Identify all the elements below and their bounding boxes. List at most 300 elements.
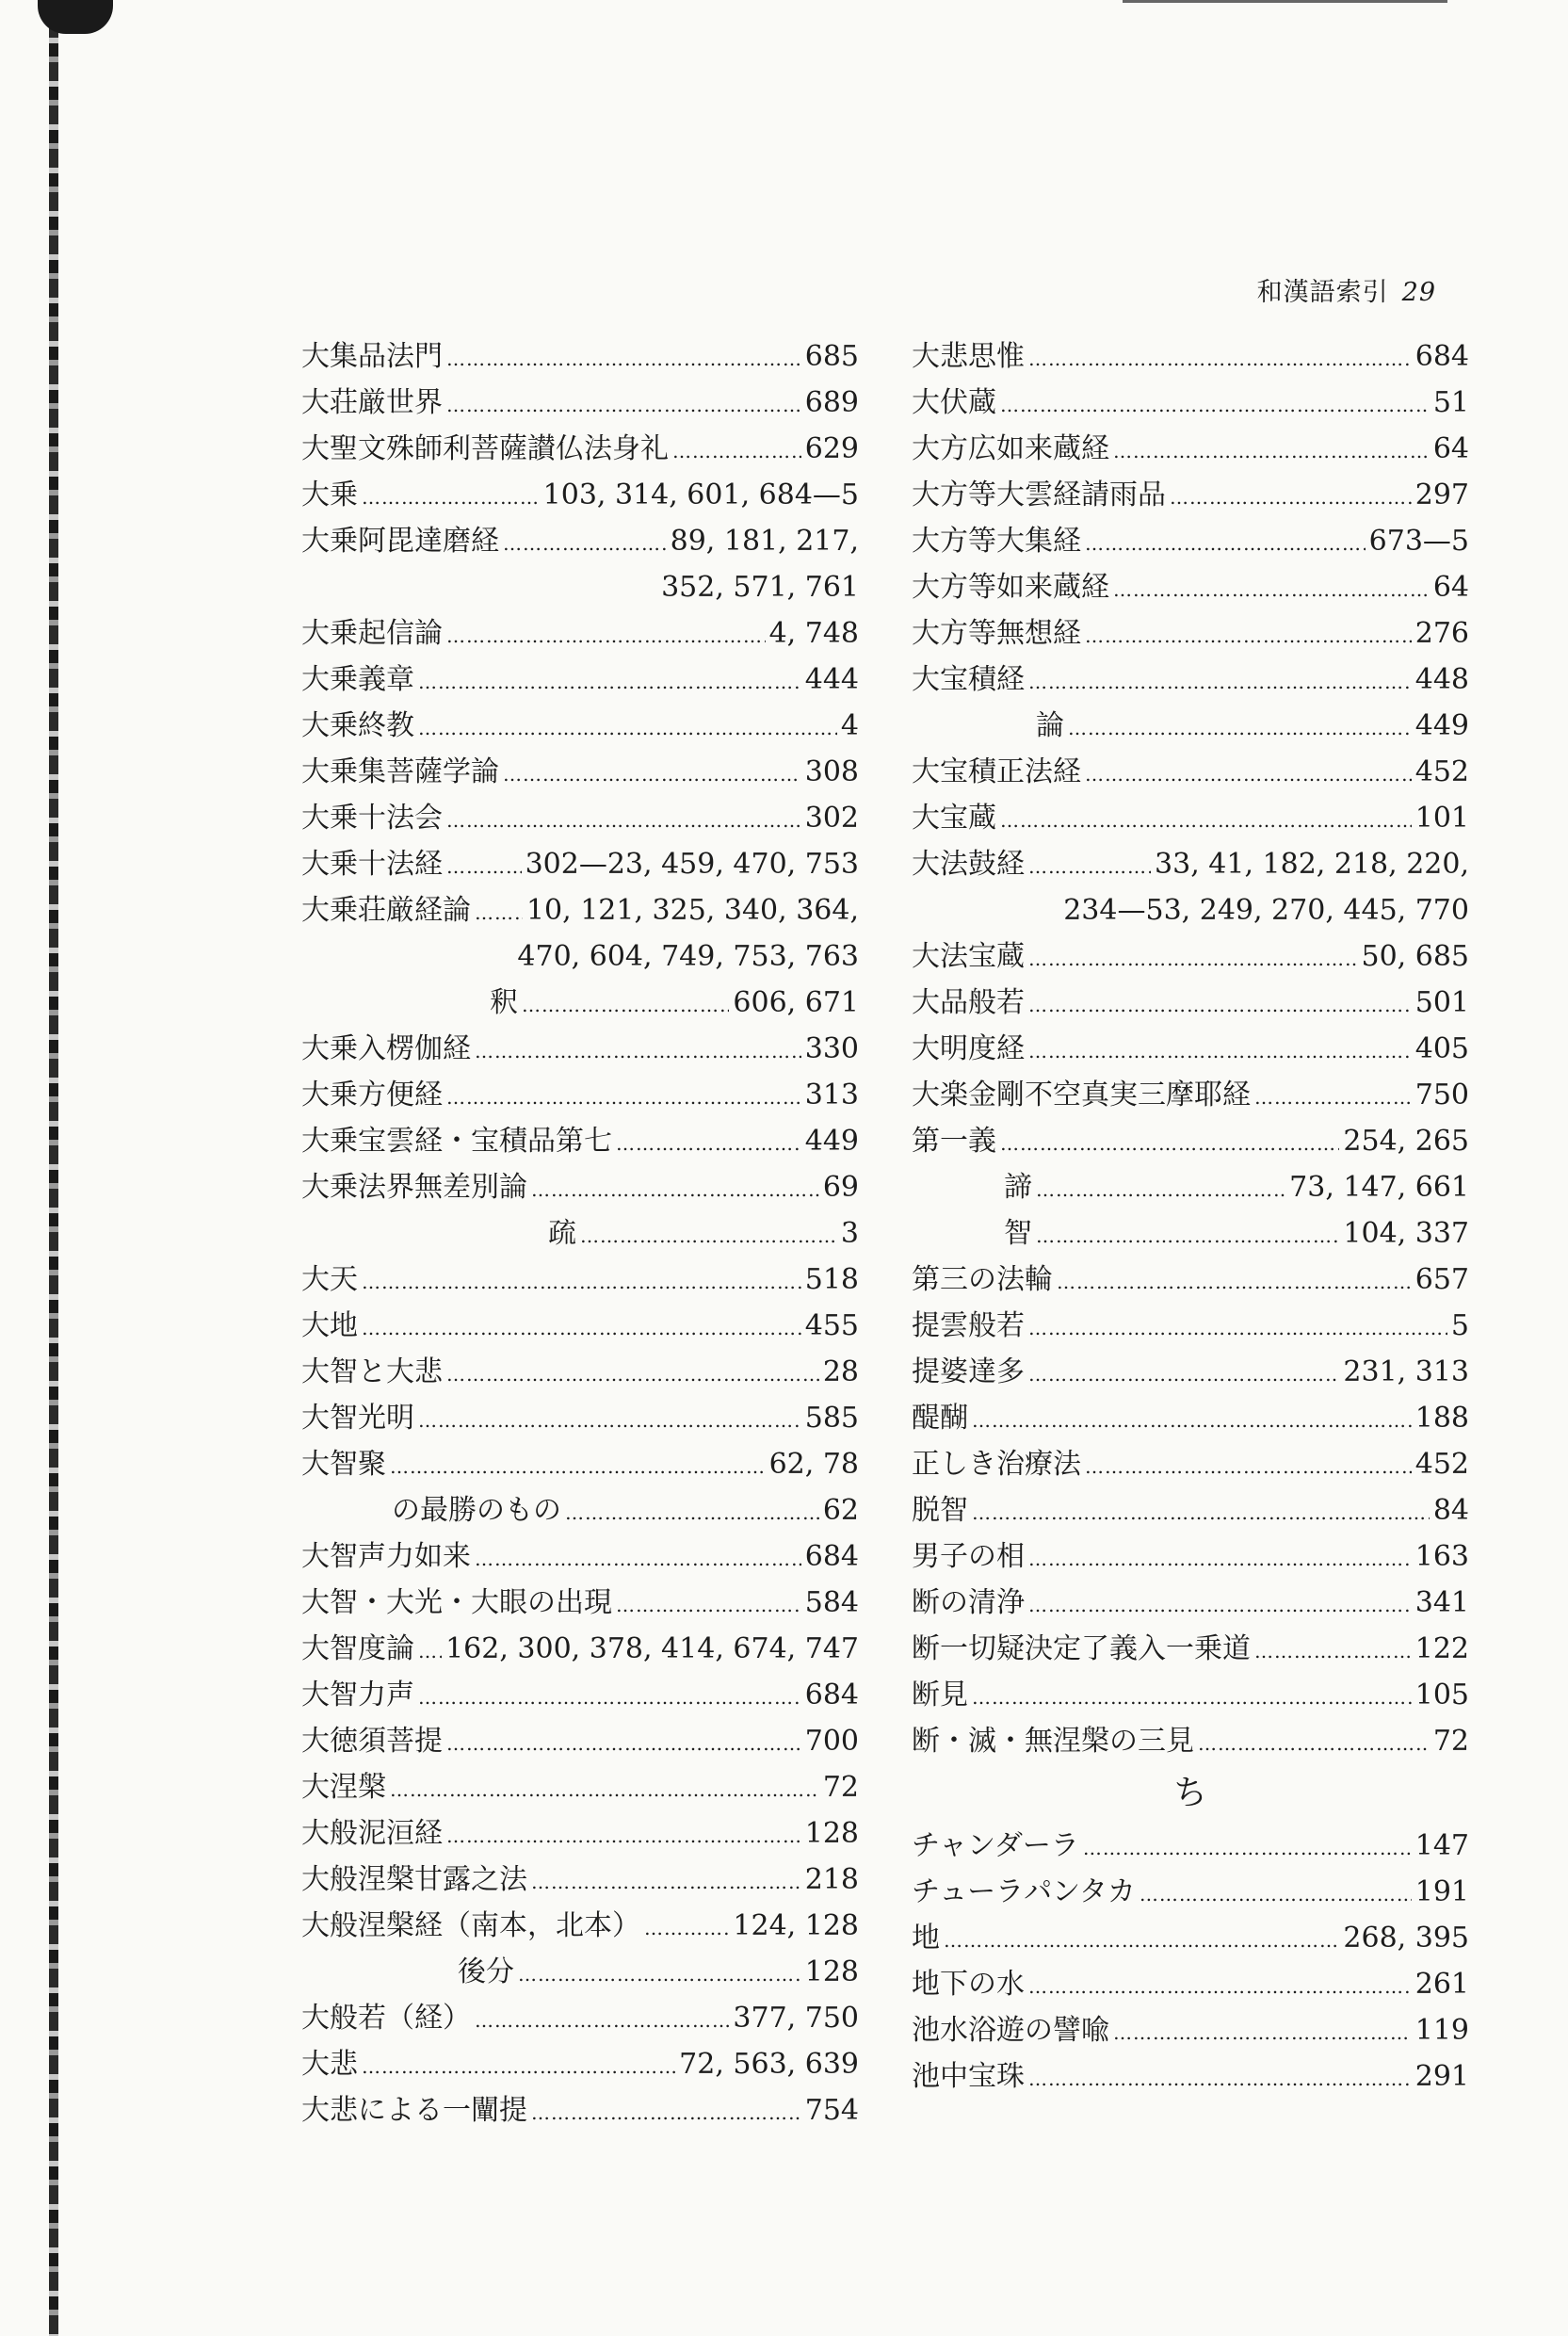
- dot-leader: [1000, 798, 1412, 844]
- dot-leader: [475, 890, 523, 936]
- index-term: 大智と大悲: [301, 1355, 443, 1388]
- index-entry: [912, 1257, 1469, 1303]
- page-references: 163: [1414, 1540, 1469, 1573]
- index-term: 大般若（経）: [301, 2002, 471, 2035]
- page-number: 29: [1401, 278, 1436, 307]
- index-entry: [301, 1164, 859, 1210]
- index-entry: [912, 1072, 1469, 1118]
- dot-leader: [446, 844, 522, 890]
- index-entry: [301, 518, 859, 564]
- page-references: 501: [1414, 986, 1469, 1019]
- dot-leader: [1028, 2056, 1412, 2102]
- dot-leader: [1036, 1213, 1339, 1259]
- index-term: 後分: [458, 1955, 514, 1988]
- index-entry: [301, 1072, 859, 1118]
- page-references: 254, 265: [1343, 1125, 1469, 1158]
- dot-leader: [1085, 1444, 1412, 1490]
- index-term: 地下の水: [912, 1968, 1025, 2001]
- page-references: 377, 750: [733, 2002, 859, 2035]
- dot-leader: [362, 475, 540, 521]
- index-entry: [301, 1995, 859, 2041]
- index-entry: [912, 1672, 1469, 1718]
- page-references: 69: [822, 1171, 859, 1204]
- page-references: 162, 300, 378, 414, 674, 747: [445, 1632, 859, 1665]
- index-term: 池水浴遊の譬喩: [912, 2014, 1109, 2047]
- index-term: 大智聚: [301, 1448, 386, 1481]
- dot-leader: [503, 752, 801, 798]
- index-term: 提婆達多: [912, 1355, 1025, 1388]
- index-term: 第三の法輪: [912, 1263, 1053, 1296]
- page-references: 689: [804, 386, 859, 419]
- page-references: 64: [1432, 432, 1469, 465]
- dot-leader: [1254, 1075, 1412, 1121]
- dot-leader: [518, 1952, 801, 1998]
- dot-leader: [446, 613, 766, 659]
- index-entry: [301, 1949, 859, 1995]
- page-references: 685: [804, 340, 859, 373]
- index-entry: [912, 333, 1469, 380]
- index-term: 大集品法門: [301, 340, 443, 373]
- index-term: 地: [912, 1922, 940, 1955]
- page-references: 455: [804, 1309, 859, 1342]
- dot-leader: [531, 2090, 801, 2136]
- dot-leader: [1028, 1029, 1412, 1075]
- dot-leader: [475, 1536, 801, 1582]
- index-term: 大乗十法経: [301, 848, 443, 881]
- index-entry: [912, 2053, 1469, 2100]
- dot-leader: [522, 982, 729, 1029]
- page-references: 72: [822, 1771, 859, 1804]
- index-term: 大天: [301, 1263, 358, 1296]
- dot-leader: [1000, 1121, 1339, 1167]
- page-references: 700: [804, 1725, 859, 1758]
- index-term: 大乗宝雲経・宝積品第七: [301, 1125, 612, 1158]
- page-references: 449: [804, 1125, 859, 1158]
- index-term: 大智光明: [301, 1402, 414, 1435]
- top-rule: [1123, 0, 1447, 3]
- index-term: 大乗方便経: [301, 1079, 443, 1111]
- index-term: 大乗: [301, 479, 358, 511]
- index-term: 大聖文殊師利菩薩讃仏法身礼: [301, 432, 669, 465]
- dot-leader: [418, 659, 801, 706]
- index-entry: [912, 472, 1469, 518]
- dot-leader: [1028, 1352, 1339, 1398]
- dot-leader: [1170, 475, 1412, 521]
- page-references: 452: [1414, 755, 1469, 788]
- dot-leader: [944, 1918, 1339, 1964]
- index-entry: [912, 518, 1469, 564]
- index-entry: [301, 1857, 859, 1903]
- page-references: 231, 313: [1343, 1355, 1469, 1388]
- index-entry: [301, 1718, 859, 1764]
- index-entry: [301, 333, 859, 380]
- dot-leader: [418, 1398, 801, 1444]
- index-entry: [912, 1441, 1469, 1487]
- index-entry: [301, 1533, 859, 1580]
- index-term: 大明度経: [912, 1032, 1025, 1065]
- page-references: 3: [840, 1217, 859, 1250]
- dot-leader: [616, 1121, 801, 1167]
- dot-leader: [475, 1998, 729, 2044]
- dot-leader: [418, 706, 837, 752]
- dot-leader: [1028, 982, 1412, 1029]
- page-references: 684: [804, 1679, 859, 1711]
- index-term: 諦: [1004, 1171, 1032, 1204]
- index-term: 大徳須菩提: [301, 1725, 443, 1758]
- index-term: 大智力声: [301, 1679, 414, 1711]
- index-entry: [301, 1349, 859, 1395]
- dot-leader: [1198, 1721, 1430, 1767]
- dot-leader: [446, 1352, 819, 1398]
- page-references: 684: [804, 1540, 859, 1573]
- page-references: 218: [804, 1863, 859, 1896]
- index-term: 大荘厳世界: [301, 386, 443, 419]
- dot-leader: [475, 1029, 801, 1075]
- index-term: 大楽金剛不空真実三摩耶経: [912, 1079, 1251, 1111]
- page-references: 673—5: [1368, 525, 1469, 558]
- dot-leader: [1036, 1167, 1285, 1213]
- index-entry: [912, 1533, 1469, 1580]
- index-entry: [912, 1869, 1469, 1915]
- index-entry: [912, 1823, 1469, 1869]
- page-references: 10, 121, 325, 340, 364,: [525, 894, 859, 927]
- dot-leader: [1083, 1825, 1412, 1872]
- index-entry: [301, 887, 859, 933]
- index-term: 論: [1036, 709, 1064, 742]
- page-references: 191: [1414, 1875, 1469, 1908]
- index-entry: [301, 1487, 859, 1533]
- page-references: 28: [822, 1355, 859, 1388]
- dot-leader: [644, 1906, 729, 1952]
- dot-leader: [362, 2044, 675, 2090]
- index-term: 大宝積正法経: [912, 755, 1081, 788]
- page-references: 750: [1414, 1079, 1469, 1111]
- page-references: 72: [1432, 1725, 1469, 1758]
- index-term: チューラパンタカ: [912, 1875, 1136, 1908]
- index-term: 大宝蔵: [912, 802, 996, 835]
- index-column-right: [912, 333, 1469, 2100]
- index-entry: [301, 1810, 859, 1857]
- index-term: 大方等如来蔵経: [912, 571, 1109, 604]
- page-references: 268, 395: [1343, 1922, 1469, 1955]
- index-entry: [912, 933, 1469, 980]
- page-references: 584: [804, 1586, 859, 1619]
- index-entry: [301, 1764, 859, 1810]
- index-entry: [912, 1580, 1469, 1626]
- page-references: 104, 337: [1343, 1217, 1469, 1250]
- page-references: 518: [804, 1263, 859, 1296]
- index-term: 断の清浄: [912, 1586, 1025, 1619]
- page-references: 62, 78: [768, 1448, 859, 1481]
- index-term: 大智度論: [301, 1632, 414, 1665]
- index-term: 池中宝珠: [912, 2060, 1025, 2093]
- page-references: 684: [1414, 340, 1469, 373]
- page-references: 448: [1414, 663, 1469, 696]
- page-references: 754: [804, 2094, 859, 2127]
- page-references: 4, 748: [768, 617, 859, 650]
- index-entry: [301, 1118, 859, 1164]
- dot-leader: [1028, 659, 1412, 706]
- book-binding-edge: [49, 0, 58, 2336]
- page-references: 261: [1414, 1968, 1469, 2001]
- index-entry: [912, 1303, 1469, 1349]
- index-term: 断・滅・無涅槃の三見: [912, 1725, 1194, 1758]
- page-references: 119: [1414, 2014, 1469, 2047]
- index-term: 大地: [301, 1309, 358, 1342]
- index-term: 大乗集菩薩学論: [301, 755, 499, 788]
- dot-leader: [972, 1490, 1430, 1536]
- index-entry: [912, 657, 1469, 703]
- page-references: 313: [804, 1079, 859, 1111]
- index-entry: [912, 610, 1469, 657]
- index-entry: [912, 380, 1469, 426]
- dot-leader: [1113, 429, 1430, 475]
- index-entry: [912, 426, 1469, 472]
- index-entry-continuation: 352, 571, 761: [661, 571, 859, 604]
- index-term: 大般涅槃甘露之法: [301, 1863, 527, 1896]
- page-references: 405: [1414, 1032, 1469, 1065]
- index-entry: [301, 795, 859, 841]
- index-term: 大智声力如来: [301, 1540, 471, 1573]
- dot-leader: [1028, 1582, 1412, 1629]
- index-term: 大悲思惟: [912, 340, 1025, 373]
- dot-leader: [616, 1582, 801, 1629]
- dot-leader: [1068, 706, 1412, 752]
- dot-leader: [446, 1075, 801, 1121]
- page-references: 62: [822, 1494, 859, 1527]
- index-entry: [301, 1210, 859, 1257]
- index-term: 男子の相: [912, 1540, 1025, 1573]
- index-term: 大法鼓経: [912, 848, 1025, 881]
- dot-leader: [1113, 567, 1430, 613]
- dot-leader: [531, 1167, 819, 1213]
- dot-leader: [531, 1859, 801, 1906]
- index-term: 大乗荘厳経論: [301, 894, 471, 927]
- index-entry: [301, 1580, 859, 1626]
- index-term: の最勝のもの: [392, 1494, 561, 1527]
- index-term: 大乗入楞伽経: [301, 1032, 471, 1065]
- index-entry: [301, 1903, 859, 1949]
- dot-leader: [446, 382, 801, 429]
- dot-leader: [1028, 1964, 1412, 2010]
- index-entry: [912, 1026, 1469, 1072]
- index-entry: [912, 1718, 1469, 1764]
- page-references: 449: [1414, 709, 1469, 742]
- page-references: 302—23, 459, 470, 753: [525, 848, 859, 881]
- dot-leader: [972, 1398, 1412, 1444]
- page-references: 64: [1432, 571, 1469, 604]
- dot-leader: [565, 1490, 819, 1536]
- index-entry: [912, 1118, 1469, 1164]
- page-references: 341: [1414, 1586, 1469, 1619]
- dot-leader: [1254, 1629, 1412, 1675]
- index-entry: [912, 1626, 1469, 1672]
- dot-leader: [446, 1813, 801, 1859]
- dot-leader: [1028, 1536, 1412, 1582]
- page-references: 302: [804, 802, 859, 835]
- page-references: 308: [804, 755, 859, 788]
- index-entry: [301, 749, 859, 795]
- page-references: 330: [804, 1032, 859, 1065]
- dot-leader: [1028, 844, 1151, 890]
- index-term: 大乗起信論: [301, 617, 443, 650]
- index-term: 大乗十法会: [301, 802, 443, 835]
- page-references: 128: [804, 1817, 859, 1850]
- index-entry: [301, 841, 859, 887]
- index-entry: [912, 1961, 1469, 2007]
- index-entry: [301, 980, 859, 1026]
- index-term: チャンダーラ: [912, 1829, 1079, 1862]
- index-term: 大智・大光・大眼の出現: [301, 1586, 612, 1619]
- dot-leader: [1085, 521, 1366, 567]
- index-entry: [301, 1395, 859, 1441]
- dot-leader: [972, 1675, 1412, 1721]
- index-term: 大乗義章: [301, 663, 414, 696]
- dot-leader: [1028, 336, 1412, 382]
- index-term: 正しき治療法: [912, 1448, 1081, 1481]
- dot-leader: [503, 521, 667, 567]
- index-term: 醍醐: [912, 1402, 968, 1435]
- index-entry-continuation: 234—53, 249, 270, 445, 770: [1063, 894, 1469, 927]
- index-term: 大方等大集経: [912, 525, 1081, 558]
- index-entry: [301, 703, 859, 749]
- page-references: 276: [1414, 617, 1469, 650]
- index-term: 提雲般若: [912, 1309, 1025, 1342]
- index-entry: [301, 380, 859, 426]
- index-term: 智: [1004, 1217, 1032, 1250]
- scan-shadow: [38, 0, 113, 34]
- dot-leader: [1113, 2010, 1412, 2056]
- dot-leader: [362, 1306, 801, 1352]
- dot-leader: [1085, 752, 1412, 798]
- dot-leader: [1028, 936, 1357, 982]
- page-references: 50, 685: [1361, 940, 1469, 973]
- page-references: 585: [804, 1402, 859, 1435]
- index-term: 脱智: [912, 1494, 968, 1527]
- index-entry: [912, 1349, 1469, 1395]
- dot-leader: [418, 1629, 442, 1675]
- page-references: 452: [1414, 1448, 1469, 1481]
- index-entry: [301, 1441, 859, 1487]
- index-entry: [301, 1303, 859, 1349]
- page-references: 89, 181, 217,: [670, 525, 859, 558]
- index-term: 大悲による一闡提: [301, 2094, 527, 2127]
- section-heading: ち: [1172, 1774, 1207, 1812]
- running-head: [1257, 271, 1436, 308]
- dot-leader: [1000, 382, 1430, 429]
- index-column-left: [301, 333, 859, 2133]
- index-term: 疏: [548, 1217, 576, 1250]
- page-references: 657: [1414, 1263, 1469, 1296]
- index-entry: [912, 1915, 1469, 1961]
- index-term: 大涅槃: [301, 1771, 386, 1804]
- index-entry: [301, 1672, 859, 1718]
- dot-leader: [446, 336, 801, 382]
- index-term: 大方等大雲経請雨品: [912, 479, 1166, 511]
- index-term: 第一義: [912, 1125, 996, 1158]
- index-entry: [912, 749, 1469, 795]
- index-entry: [912, 564, 1469, 610]
- page-references: 51: [1432, 386, 1469, 419]
- index-entry: [301, 657, 859, 703]
- page-references: 33, 41, 182, 218, 220,: [1155, 848, 1469, 881]
- page-references: 73, 147, 661: [1289, 1171, 1469, 1204]
- page-references: 629: [804, 432, 859, 465]
- page-references: 122: [1414, 1632, 1469, 1665]
- index-entry: [301, 426, 859, 472]
- index-entry: [301, 2041, 859, 2087]
- page-references: 5: [1450, 1309, 1469, 1342]
- page-references: 291: [1414, 2060, 1469, 2093]
- index-term: 大般涅槃経（南本，北本）: [301, 1909, 640, 1942]
- index-entry: [912, 841, 1469, 887]
- dot-leader: [446, 1721, 801, 1767]
- page-references: 124, 128: [733, 1909, 859, 1942]
- index-term: 大乗終教: [301, 709, 414, 742]
- page-references: 72, 563, 639: [679, 2048, 859, 2081]
- dot-leader: [362, 1259, 801, 1306]
- index-entry: [912, 1487, 1469, 1533]
- index-entry: [301, 1626, 859, 1672]
- index-entry: [912, 703, 1469, 749]
- index-entry: [912, 1395, 1469, 1441]
- dot-leader: [580, 1213, 837, 1259]
- index-entry: [912, 795, 1469, 841]
- dot-leader: [1028, 1306, 1447, 1352]
- dot-leader: [1085, 613, 1412, 659]
- page-references: 147: [1414, 1829, 1469, 1862]
- index-entry: [301, 2087, 859, 2133]
- index-entry: [301, 472, 859, 518]
- dot-leader: [390, 1444, 766, 1490]
- index-term: 大方等無想経: [912, 617, 1081, 650]
- index-entry: [912, 1164, 1469, 1210]
- dot-leader: [672, 429, 801, 475]
- index-term: 大般泥洹経: [301, 1817, 443, 1850]
- page-references: 128: [804, 1955, 859, 1988]
- page-references: 105: [1414, 1679, 1469, 1711]
- index-term: 大宝積経: [912, 663, 1025, 696]
- page-references: 4: [840, 709, 859, 742]
- index-entry: [301, 610, 859, 657]
- index-entry: [912, 980, 1469, 1026]
- index-term: 釈: [490, 986, 518, 1019]
- dot-leader: [1140, 1872, 1412, 1918]
- page-references: 188: [1414, 1402, 1469, 1435]
- index-entry-continuation: 470, 604, 749, 753, 763: [517, 940, 859, 973]
- index-term: 大乗阿毘達磨経: [301, 525, 499, 558]
- index-entry: [912, 2007, 1469, 2053]
- dot-leader: [446, 798, 801, 844]
- running-head-title: 和漢語索引: [1256, 278, 1389, 307]
- page-references: 84: [1432, 1494, 1469, 1527]
- index-term: 断一切疑決定了義入一乗道: [912, 1632, 1251, 1665]
- index-term: 大法宝蔵: [912, 940, 1025, 973]
- dot-leader: [390, 1767, 819, 1813]
- index-term: 大方広如来蔵経: [912, 432, 1109, 465]
- page-references: 606, 671: [733, 986, 859, 1019]
- page-references: 101: [1414, 802, 1469, 835]
- dot-leader: [1057, 1259, 1412, 1306]
- index-term: 大品般若: [912, 986, 1025, 1019]
- page-references: 297: [1414, 479, 1469, 511]
- dot-leader: [418, 1675, 801, 1721]
- index-term: 断見: [912, 1679, 968, 1711]
- index-entry: [912, 1210, 1469, 1257]
- index-entry: [301, 1026, 859, 1072]
- index-entry: [301, 1257, 859, 1303]
- page-references: 103, 314, 601, 684—5: [542, 479, 859, 511]
